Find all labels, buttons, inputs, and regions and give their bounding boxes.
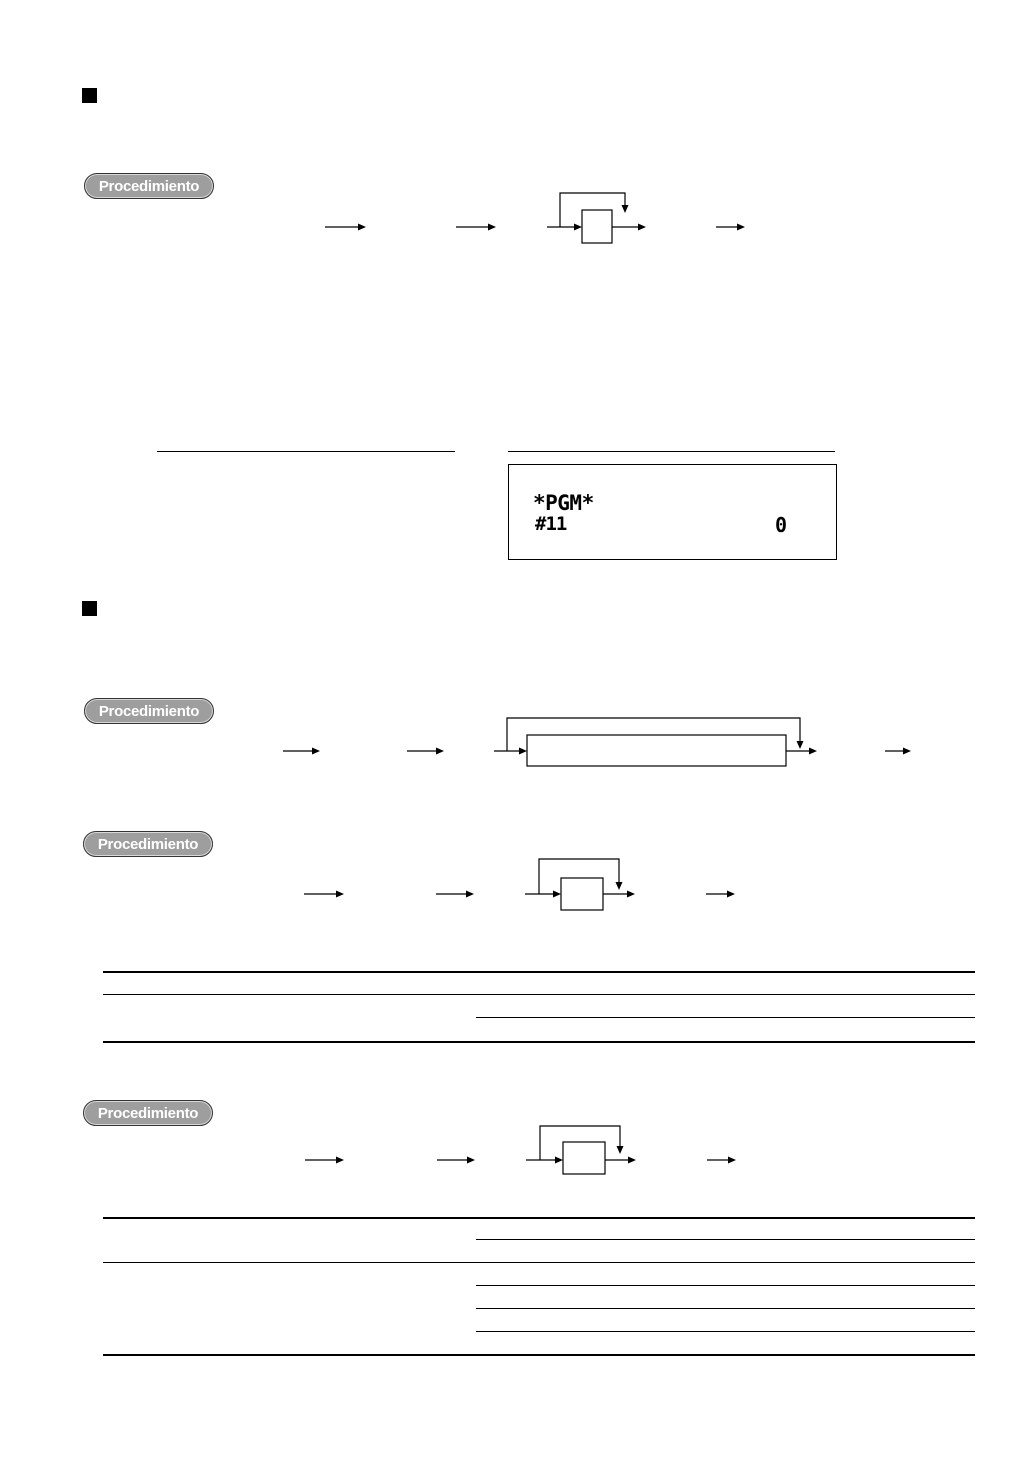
display-pgm-text: *PGM*	[533, 491, 594, 515]
table-rule	[476, 1239, 975, 1240]
table-rule	[103, 1354, 975, 1356]
table-rule	[103, 1041, 975, 1043]
table-rule	[476, 1285, 975, 1286]
procedure-flow-1	[0, 0, 1033, 260]
table-rule	[103, 1262, 975, 1263]
procedure-flow-4	[0, 1115, 1033, 1185]
procedure-badge-4: Procedimiento	[83, 1100, 213, 1126]
table-rule	[103, 971, 975, 973]
section-marker-2	[82, 601, 97, 616]
procedure-flow-3	[0, 850, 1033, 920]
procedure-flow-2	[0, 700, 1033, 780]
display-line-value: 0	[775, 513, 788, 537]
display-line-code: #11	[535, 513, 567, 535]
table-rule	[476, 1331, 975, 1332]
left-rule	[157, 451, 455, 452]
table-rule	[476, 1017, 975, 1018]
table-rule	[103, 994, 975, 995]
procedure-badge-3: Procedimiento	[83, 831, 213, 857]
procedure-badge-1: Procedimiento	[84, 173, 214, 199]
table-rule	[103, 1217, 975, 1219]
display-header-rule	[508, 451, 835, 452]
procedure-badge-2: Procedimiento	[84, 698, 214, 724]
table-rule	[476, 1308, 975, 1309]
display-panel	[508, 464, 837, 560]
